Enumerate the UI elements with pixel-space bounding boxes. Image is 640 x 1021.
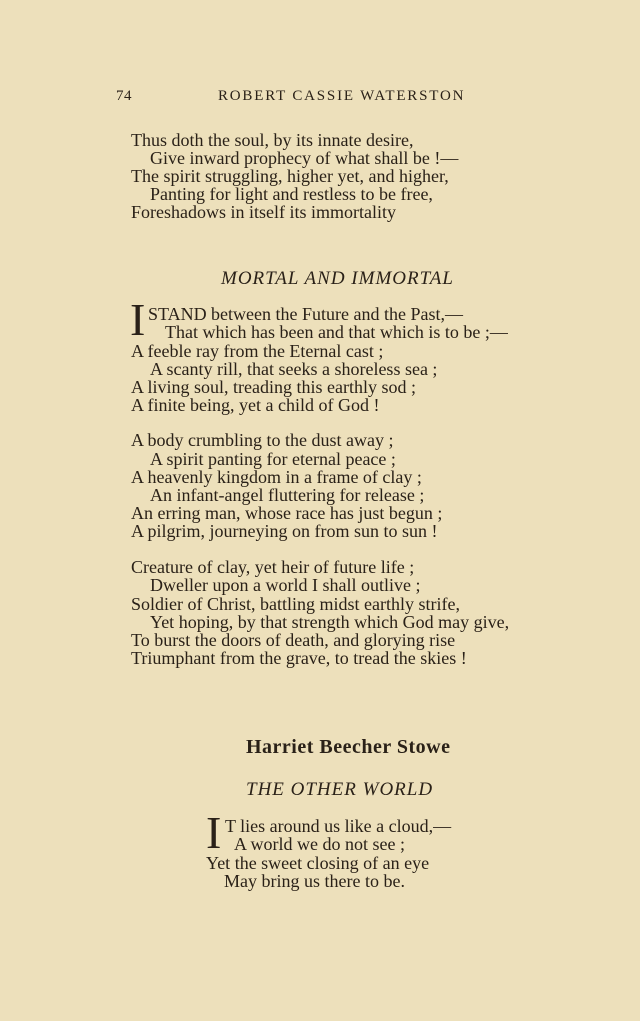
verse-line: A scanty rill, that seeks a shoreless sea ;	[150, 359, 438, 379]
verse-line: A heavenly kingdom in a frame of clay ;	[131, 467, 422, 487]
poem-title: MORTAL AND IMMORTAL	[221, 268, 454, 289]
page-header	[0, 88, 640, 110]
verse-line: To burst the doors of death, and glorying rise	[131, 630, 456, 650]
poem-title: THE OTHER WORLD	[246, 779, 434, 800]
verse-line: Creature of clay, yet heir of future life ;	[131, 557, 415, 577]
verse-line: A living soul, treading this earthly sod ;	[131, 377, 416, 397]
verse-line: Foreshadows in itself its immortality	[131, 202, 396, 222]
drop-cap: I	[130, 294, 146, 345]
verse-line: STAND between the Future and the Past,—	[148, 304, 463, 324]
verse-line: A body crumbling to the dust away ;	[131, 430, 394, 450]
verse-line: Soldier of Christ, battling midst earthly strife,	[131, 594, 460, 614]
verse-line: A pilgrim, journeying on from sun to sun !	[131, 521, 438, 541]
verse-line: A spirit panting for eternal peace ;	[150, 449, 396, 469]
verse-line: Triumphant from the grave, to tread the skies !	[131, 648, 467, 668]
verse-line: Thus doth the soul, by its innate desire,	[131, 130, 414, 150]
author-name: Harriet Beecher Stowe	[246, 736, 451, 758]
verse-line: A finite being, yet a child of God !	[131, 395, 380, 415]
verse-line: Yet hoping, by that strength which God may give,	[150, 612, 510, 632]
verse-line: A feeble ray from the Eternal cast ;	[131, 341, 384, 361]
page-number: 74	[116, 88, 132, 104]
verse-line: An erring man, whose race has just begun ;	[131, 503, 443, 523]
drop-cap: I	[206, 807, 222, 858]
verse-line: T lies around us like a cloud,—	[225, 816, 452, 836]
verse-line: Dweller upon a world I shall outlive ;	[150, 575, 421, 595]
verse-line: Panting for light and restless to be free,	[150, 184, 433, 204]
verse-line: May bring us there to be.	[224, 871, 405, 891]
verse-line: A world we do not see ;	[234, 834, 405, 854]
verse-line: Give inward prophecy of what shall be !—	[150, 148, 459, 168]
verse-line: An infant-angel fluttering for release ;	[150, 485, 425, 505]
verse-line: The spirit struggling, higher yet, and higher,	[131, 166, 449, 186]
verse-line: Yet the sweet closing of an eye	[206, 853, 430, 873]
verse-line: That which has been and that which is to be ;—	[165, 322, 508, 342]
running-head: ROBERT CASSIE WATERSTON	[218, 88, 466, 104]
